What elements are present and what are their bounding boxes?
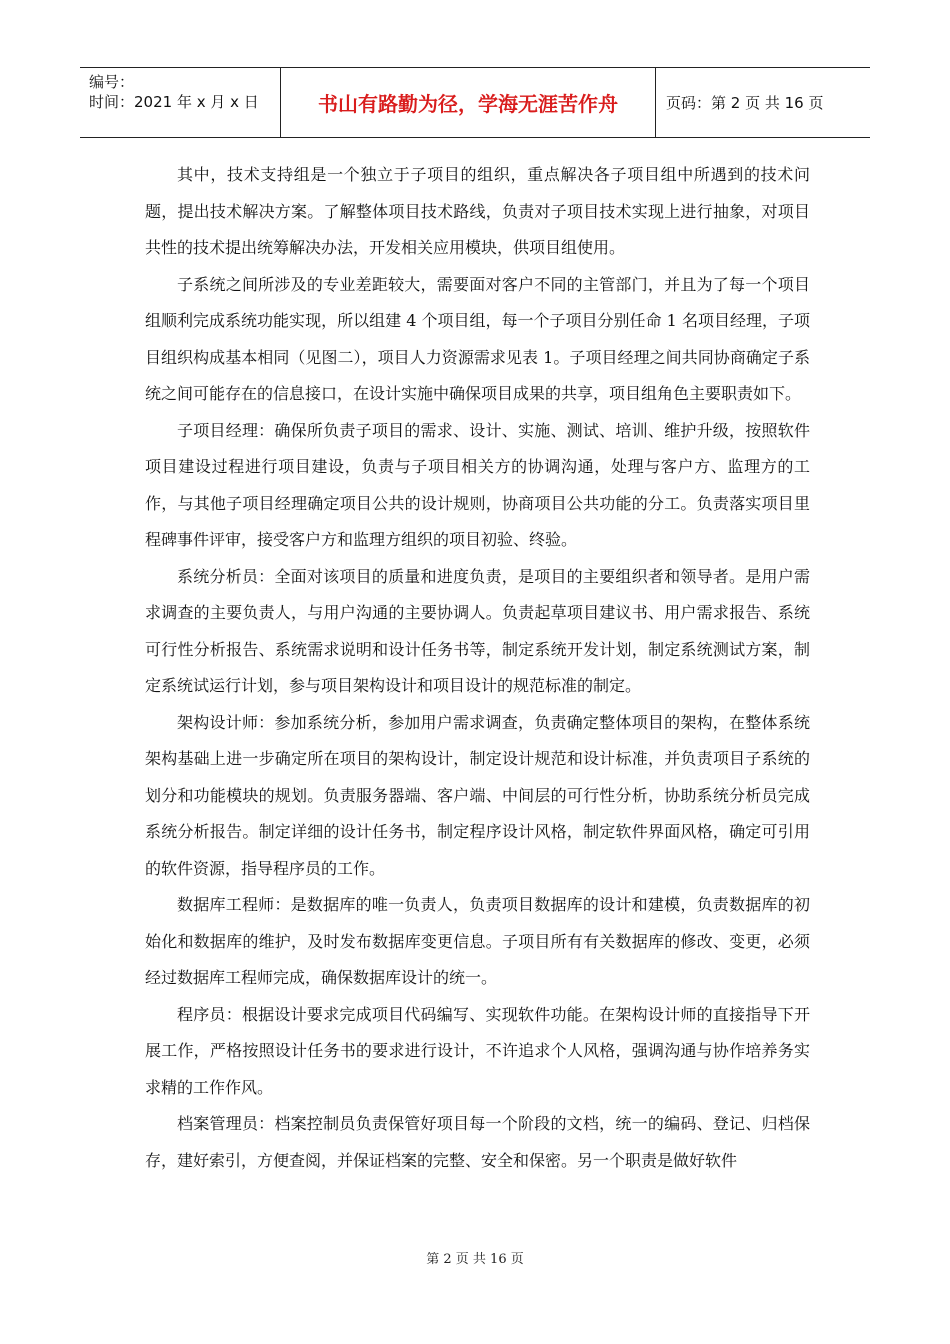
document-date-label: 时间：2021 年 x 月 x 日 [89,93,259,111]
paragraph: 子项目经理：确保所负责子项目的需求、设计、实施、测试、培训、维护升级，按照软件项目建设过程进行项目建设，负责与子项目相关方的协调沟通，处理与客户方、监理方的工作，与其他子项目经理确定项目公共的设计规则，协商项目公共功能的分工。负责落实项目里程碑事件评审，接受客户方和监理方组织的项目初验、终验。 [145,420,810,549]
paragraph: 子系统之间所涉及的专业差距较大，需要面对客户不同的主管部门，并且为了每一个项目组顺利完成系统功能实现，所以组建 4 个项目组，每一个子项目分别任命 1 名项目经理，子项目组织构成基本相同（见图二），项目人力资源需求见表 1。子项目经理之间共同协商确定子系统之间可能存在的信息接口，在设计实施中确保项目成果的共享，项目组角色主要职责如下。 [145,274,810,403]
document-body [145,157,810,1179]
header-page-number: 页码：第 2 页 共 16 页 [666,94,824,112]
paragraph: 档案管理员：档案控制员负责保管好项目每一个阶段的文档，统一的编码、登记、归档保存，建好索引，方便查阅，并保证档案的完整、安全和保密。另一个职责是做好软件 [145,1114,810,1170]
page-footer: 第 2 页 共 16 页 [426,1252,524,1267]
paragraph: 系统分析员：全面对该项目的质量和进度负责，是项目的主要组织者和领导者。是用户需求调查的主要负责人，与用户沟通的主要协调人。负责起草项目建议书、用户需求报告、系统可行性分析报告、系统需求说明和设计任务书等，制定系统开发计划，制定系统测试方案，制定系统试运行计划，参与项目架构设计和项目设计的规范标准的制定。 [145,566,810,695]
paragraph: 数据库工程师：是数据库的唯一负责人，负责项目数据库的设计和建模，负责数据库的初始化和数据库的维护，及时发布数据库变更信息。子项目所有有关数据库的修改、变更，必须经过数据库工程师完成，确保数据库设计的统一。 [145,895,810,987]
header-motto: 书山有路勤为径，学海无涯苦作舟 [281,68,656,137]
paragraph: 其中，技术支持组是一个独立于子项目的组织，重点解决各子项目组中所遇到的技术问题，提出技术解决方案。了解整体项目技术路线，负责对子项目技术实现上进行抽象，对项目共性的技术提出统筹解决办法，开发相关应用模块，供项目组使用。 [145,165,810,257]
document-number-label: 编号： [89,73,135,91]
paragraph: 架构设计师：参加系统分析，参加用户需求调查，负责确定整体项目的架构，在整体系统架构基础上进一步确定所在项目的架构设计，制定设计规范和设计标准，并负责项目子系统的划分和功能模块的规划。负责服务器端、客户端、中间层的可行性分析，协助系统分析员完成系统分析报告。制定详细的设计任务书，制定程序设计风格，制定软件界面风格，确定可引用的软件资源，指导程序员的工作。 [145,712,810,878]
paragraph: 程序员：根据设计要求完成项目代码编写、实现软件功能。在架构设计师的直接指导下开展工作，严格按照设计任务书的要求进行设计，不许追求个人风格，强调沟通与协作培养务实求精的工作作风。 [145,1004,810,1097]
page-header [80,67,870,138]
header-info-cell [80,68,281,137]
